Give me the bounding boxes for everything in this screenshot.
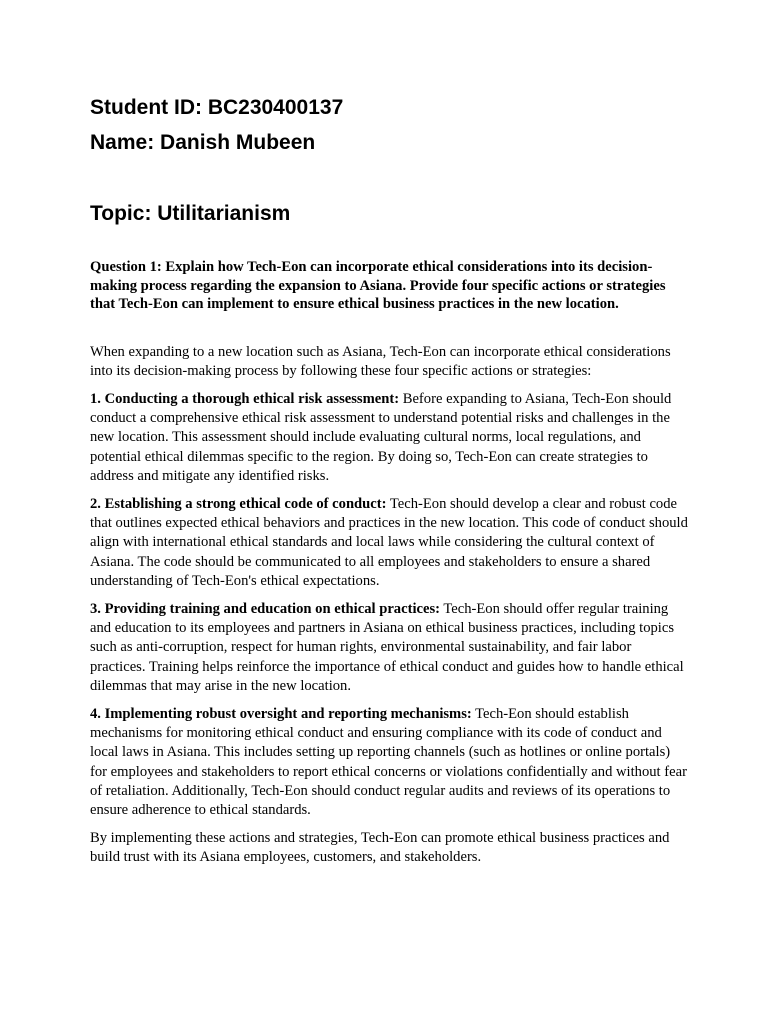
question-text: Question 1: Explain how Tech-Eon can incorporate ethical considerations into its decision-making process regarding the expansion to Asiana. Provide four specific actions or strategies that Tech-Eon can implement to ensure ethical business practices in the new location.: [90, 259, 666, 312]
strategy-text: Before expanding to Asiana, Tech-Eon should conduct a comprehensive ethical risk assessment to understand potential risks and challenges in the new location. This assessment should include evaluating cultural norms, local regulations, and potential ethical dilemmas specific to the region. By doing so, Tech-Eon can create strategies to address and mitigate any identified risks.: [90, 390, 672, 484]
strategy-item-4: [90, 705, 690, 820]
strategy-item-3: [90, 600, 690, 696]
intro-paragraph: When expanding to a new location such as Asiana, Tech-Eon can incorporate ethical considerations into its decision-making process by following these four specific actions or strategies:: [90, 343, 671, 379]
strategy-title: 4. Implementing robust oversight and reporting mechanisms:: [90, 705, 472, 722]
strategy-title: 3. Providing training and education on ethical practices:: [90, 600, 440, 617]
strategy-item-2: [90, 495, 690, 591]
topic-title: Topic: Utilitarianism: [90, 202, 291, 225]
strategy-text: Tech-Eon should establish mechanisms for monitoring ethical conduct and ensuring compliance with its code of conduct and local laws in Asiana. This includes setting up reporting channels (such as hotlines or online portals) for employees and stakeholders to report ethical concerns or violations confidentially and without fear of retaliation. Additionally, Tech-Eon should conduct regular audits and reviews of its operations to ensure adherence to ethical standards.: [90, 705, 687, 818]
strategy-title: 1. Conducting a thorough ethical risk assessment:: [90, 390, 400, 407]
strategy-text: Tech-Eon should develop a clear and robust code that outlines expected ethical behaviors and practices in the new location. This code of conduct should align with international ethical standards and local laws while considering the cultural context of Asiana. The code should be communicated to all employees and stakeholders to ensure a shared understanding of Tech-Eon's ethical expectations.: [90, 495, 688, 589]
student-name: Name: Danish Mubeen: [90, 131, 316, 154]
strategy-text: Tech-Eon should offer regular training and education to its employees and partners in Asiana on ethical business practices, including topics such as anti-corruption, respect for human rights, environmental sustainability, and fair labor practices. Training helps reinforce the importance of ethical conduct and guides how to handle ethical dilemmas that may arise in the new location.: [90, 600, 684, 694]
strategy-item-1: [90, 390, 690, 486]
student-id: Student ID: BC230400137: [90, 96, 344, 119]
document-page: [90, 93, 690, 868]
conclusion-paragraph: By implementing these actions and strategies, Tech-Eon can promote ethical business practices and build trust with its Asiana employees, customers, and stakeholders.: [90, 830, 670, 866]
strategy-title: 2. Establishing a strong ethical code of conduct:: [90, 495, 387, 512]
